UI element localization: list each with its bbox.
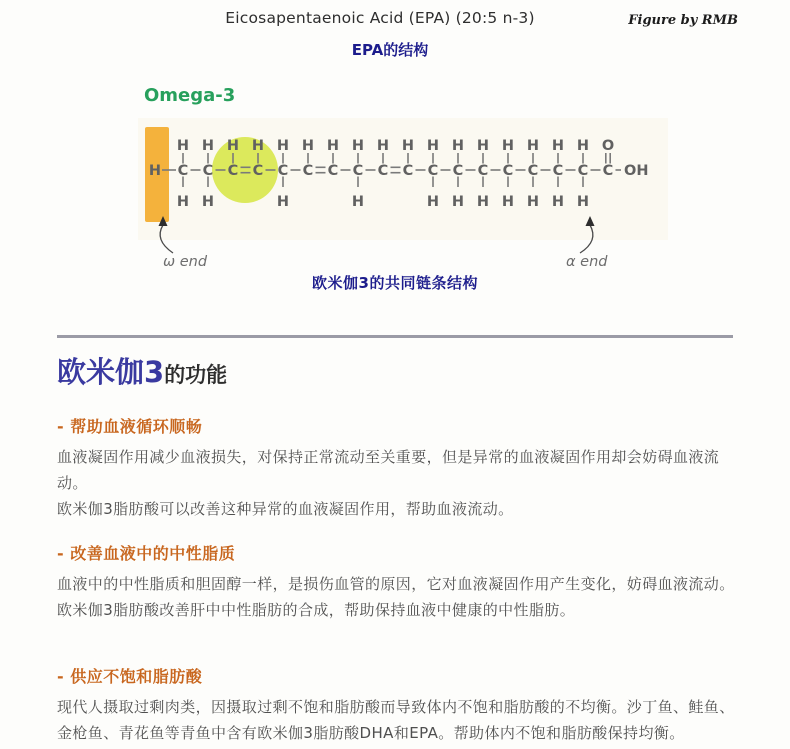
atom-symbol: H [426, 194, 440, 210]
function-item-text-line: 欧米伽3脂肪酸改善肝中中性脂肪的合成，帮助保持血液中健康的中性脂肪。 [57, 601, 576, 619]
atom-symbol: C [202, 163, 214, 179]
atom-symbol: C [252, 163, 264, 179]
function-item-text-line: 金枪鱼、青花鱼等青鱼中含有欧米伽3脂肪酸DHA和EPA。帮助体内不饱和脂肪酸保持均衡。 [57, 724, 685, 742]
function-item-text-line: 血液中的中性脂质和胆固醇一样，是损伤血管的原因，它对血液凝固作用产生变化，妨碍血液流动。 [57, 575, 735, 593]
function-item-circulation [57, 414, 747, 522]
atom-symbol: H [526, 194, 540, 210]
atom-symbol: C [377, 163, 389, 179]
figure-caption: 欧米伽3的共同链条结构 [312, 274, 478, 292]
atom-symbol: C [302, 163, 314, 179]
atom-symbol: H [148, 163, 162, 179]
atom-symbol: H [451, 194, 465, 210]
atom-symbol: H [476, 138, 490, 154]
atom-symbol: H [176, 194, 190, 210]
atom-symbol: H [276, 138, 290, 154]
atom-symbol: C [277, 163, 289, 179]
atom-symbol: H [301, 138, 315, 154]
atom-symbol: C [427, 163, 439, 179]
function-item-text-line: 血液凝固作用减少血液损失，对保持正常流动至关重要，但是异常的血液凝固作用却会妨碍血液流动。 [57, 448, 720, 492]
atom-symbol: H [226, 138, 240, 154]
atom-symbol: H [451, 138, 465, 154]
atom-symbol: H [526, 138, 540, 154]
atom-symbol: H [401, 138, 415, 154]
atom-symbol: H [501, 194, 515, 210]
atom-symbol: C [527, 163, 539, 179]
function-item-heading: - 供应不饱和脂肪酸 [57, 667, 203, 686]
function-item-text-line: 欧米伽3脂肪酸可以改善这种异常的血液凝固作用，帮助血液流动。 [57, 500, 514, 518]
atom-symbol: C [327, 163, 339, 179]
atom-symbol: H [501, 138, 515, 154]
section-divider [57, 335, 733, 338]
function-item-text-line: 现代人摄取过剩肉类，因摄取过剩不饱和脂肪酸而导致体内不饱和脂肪酸的不均衡。沙丁鱼、鲑鱼、 [57, 698, 735, 716]
alpha-end-label: α end [566, 254, 608, 270]
atom-symbol: H [176, 138, 190, 154]
atom-symbol: H [276, 194, 290, 210]
atom-symbol: C [177, 163, 189, 179]
hydroxyl-group-label: OH [624, 163, 649, 179]
functions-heading [57, 350, 227, 391]
atom-symbol: H [201, 138, 215, 154]
atom-symbol: H [426, 138, 440, 154]
epa-molecule-diagram [138, 112, 668, 272]
atom-symbol: H [351, 138, 365, 154]
functions-heading-rest: 的功能 [164, 363, 228, 387]
atom-symbol: O [601, 138, 615, 154]
functions-section [57, 348, 747, 748]
atom-symbol: C [502, 163, 514, 179]
figure-credit: Figure by RMB [628, 13, 738, 28]
atom-symbol: C [577, 163, 589, 179]
omega-end-label: ω end [163, 254, 208, 270]
atom-symbol: H [376, 138, 390, 154]
atom-symbol: H [576, 138, 590, 154]
function-item-neutral-lipids [57, 541, 747, 623]
function-item-heading: - 改善血液中的中性脂质 [57, 544, 236, 563]
atom-symbol: H [551, 138, 565, 154]
atom-symbol: H [476, 194, 490, 210]
function-item-heading: - 帮助血液循环顺畅 [57, 417, 203, 436]
atom-symbol: C [352, 163, 364, 179]
atom-symbol: H [251, 138, 265, 154]
atom-symbol: H [201, 194, 215, 210]
page-title: Eicosapentaenoic Acid (EPA) (20:5 n-3) [225, 9, 535, 27]
functions-heading-accent: 欧米伽3 [57, 355, 165, 389]
epa-structure-figure [0, 80, 790, 300]
atom-symbol: C [602, 163, 614, 179]
omega3-label: Omega-3 [144, 85, 236, 106]
atom-symbol: H [351, 194, 365, 210]
atom-symbol: H [576, 194, 590, 210]
function-item-unsaturated-fatty-acids [57, 664, 747, 746]
figure-subtitle: EPA的结构 [351, 41, 429, 59]
atom-symbol: H [551, 194, 565, 210]
atom-symbol: C [477, 163, 489, 179]
atom-symbol: C [452, 163, 464, 179]
atom-symbol: C [552, 163, 564, 179]
atom-symbol: C [227, 163, 239, 179]
atom-symbol: C [402, 163, 414, 179]
atom-symbol: H [326, 138, 340, 154]
